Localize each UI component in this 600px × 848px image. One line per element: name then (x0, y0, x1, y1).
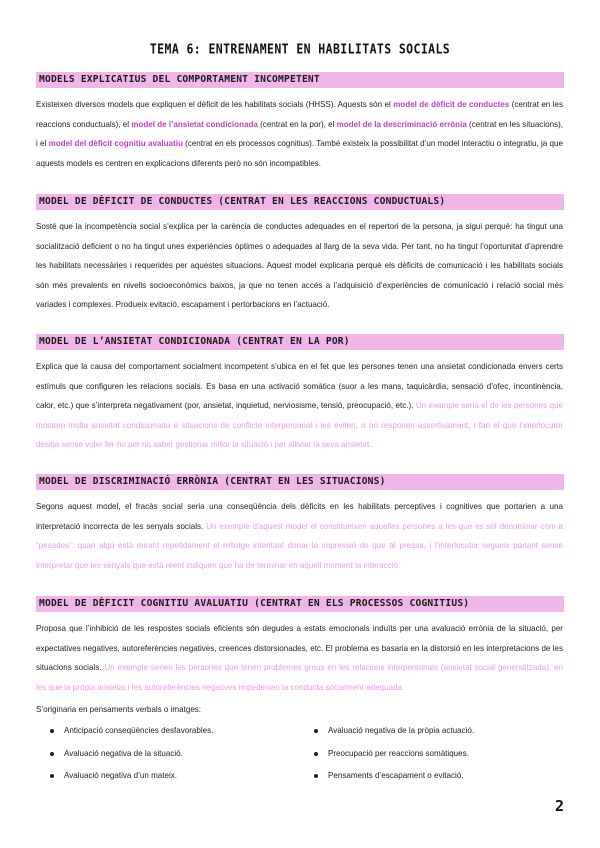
section-explanatory-models (36, 72, 564, 173)
section-heading: MODELS EXPLICATIUS DEL COMPORTAMENT INCOMPETENT (36, 72, 564, 88)
list-item: Pensaments d’escapament o evitació. (300, 769, 564, 792)
highlighted-term: model de l’ansietat condicionada (131, 119, 258, 129)
list-item: Avaluació negativa de la situació. (36, 747, 300, 770)
section-paragraph (36, 497, 563, 575)
highlighted-term: model del dèficit cognitiu avaluatiu (48, 139, 183, 149)
section-paragraph (36, 95, 563, 173)
paragraph-text: Sosté que la incompetència social s’explica per la carència de conductes adequades en el repertori de la persona, ja sigui perquè: ha tingut una socialització deficient o no ha tingut unes experiències òptimes o adequades al llarg de la seva vida. Per tant, no ha tingut l’oportunitat d’aprendre les habilitats necessàries i requerides per aquestes situacions. Aquest model explicaria perquè els dèficits de comunicació i les habilitats socials són més prevalents en nivells socioeconòmics baixos, ja que no tenen accés a l’adquisició d’experiències de comunicació i relació social més variades i complexes. Produeix evitació, escapament i pertorbacions en l’actuació. (36, 222, 563, 310)
section-paragraph (36, 217, 563, 315)
section-heading: MODEL DE DISCRIMINACIÓ ERRÒNIA (CENTRAT EN LES SITUACIONS) (36, 474, 564, 490)
paragraph-text: Proposa que l’inhibició de les respostes socials eficients són degudes a estats emocionals induïts per una avaluació errònia de la situació, per expectatives negatives, autoreferències negatives, creences distorsionades, etc. El problema es basaria en la distorsió en les interpretacions de les situacions socials. (36, 624, 563, 673)
paragraph-text: (centrat en les reaccions conductuals), el (36, 100, 563, 129)
thought-types-list (36, 703, 564, 792)
paragraph-text: Explica que la causa del comportament socialment incompetent s’ubica en el fet que les persones tenen una ansietat condicionada envers certs estímuls que configuren les relacions socials. Es basa en una activació somàtica (suor a les mans, taquicàrdia, sensació d’ofec, incontinència, calor, etc.) que s’interpreta negativament (por, ansietat, inquietud, nerviosisme, tensió, preocupació, etc.). (36, 362, 563, 411)
paragraph-text: Segons aquest model, el fracàs social seria una conseqüència dels dèficits en les habilitats perceptives i cognitives que portarien a una interpretació incorrecta de les senyals socials. (36, 502, 563, 531)
list-item: Avaluació negativa de la pròpia actuació. (300, 724, 564, 747)
list-intro: S’originaria en pensaments verbals o imatges: (36, 705, 202, 714)
example-text: Un exemple seria el de les persones que mostren molta ansietat condicionada a situacions de conflicte interpersonal i les eviten, o no responen assertivament, i fan el que l’interlocutor desitja sense voler fer-ho per no saber gestionar millor la situació i per alliviar la seva ansietat. (36, 401, 563, 450)
list-item: Preocupació per reaccions somàtiques. (300, 747, 564, 770)
section-heading: MODEL DE DÈFICIT COGNITIU AVALUATIU (CENTRAT EN ELS PROCESSOS COGNITIUS) (36, 596, 564, 612)
bullet-icon (50, 774, 54, 778)
example-text: Un exemple d’aquest model el constitueixen aquelles persones a les que es sol denominar com a “pesades”: quan algú està mirant repetidament el rellotge intentant donar la impressió de que té pressa, i l’interlocutor segueix parlant sense interpretar que les senyals que està reent indiquen que ha de terminar en aquell moment la interacció. (36, 521, 563, 570)
paragraph-text: Existeixen diversos models que expliquen el dèficit de les habilitats socials (HHSS). Aquests són el (36, 100, 394, 109)
bullet-list-right (300, 724, 564, 792)
page-title: TEMA 6: ENTRENAMENT EN HABILITATS SOCIALS (149, 40, 451, 58)
highlighted-term: model de dèficit de conductes (393, 100, 510, 109)
page-number: 2 (554, 797, 564, 815)
bullet-list-left (36, 724, 300, 792)
section-behaviour-deficit-model (36, 194, 564, 315)
bullet-icon (50, 752, 54, 756)
list-item: Avaluació negativa d’un mateix. (36, 769, 300, 792)
section-erroneous-discrimination-model (36, 474, 564, 575)
bullet-icon (314, 752, 318, 756)
list-item: Anticipació conseqüències desfavorables. (36, 724, 300, 747)
paragraph-text: (centrat en la por), el (257, 119, 337, 129)
section-cognitive-evaluative-model (36, 596, 564, 697)
bullet-icon (314, 729, 318, 733)
bullet-icon (314, 774, 318, 778)
highlighted-term: model de la descriminació errònia (336, 119, 467, 129)
section-heading: MODEL DE L’ANSIETAT CONDICIONADA (CENTRAT EN LA POR) (36, 334, 564, 350)
bullet-icon (50, 729, 54, 733)
example-text: Un exemple serien les persones que tenen problemes greus en les relacions interpersonals (ansietat social generalitzada), en les que la pròpia ansietat i les autoreferències negatives impedeixen la conducta socialment adequada. (36, 663, 563, 692)
section-conditioned-anxiety-model (36, 334, 564, 455)
section-heading: MODEL DE DÈFICIT DE CONDUCTES (CENTRAT EN LES REACCIONS CONDUCTUALS) (36, 194, 564, 210)
section-paragraph (36, 619, 563, 697)
paragraph-text: (centrat en els processos cognitius). També existeix la possibilitat d’un model interactiu o integratiu, ja que aquests models es centren en explicacions diferents però no són incompatibles. (36, 139, 563, 168)
section-paragraph (36, 357, 563, 455)
paragraph-text: (centrat en les situacions), i el (36, 119, 563, 149)
